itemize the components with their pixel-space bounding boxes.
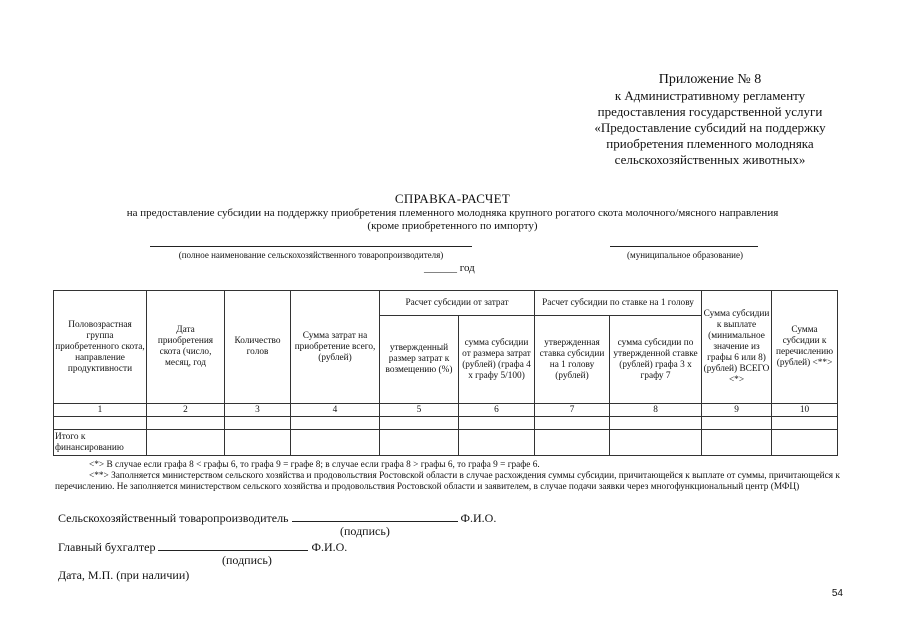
year-blank: ______ bbox=[424, 262, 457, 274]
header-group-rate: Расчет субсидии по ставке на 1 голову bbox=[535, 291, 702, 316]
column-number: 8 bbox=[610, 404, 702, 417]
producer-name-line bbox=[150, 246, 472, 247]
column-number: 2 bbox=[147, 404, 225, 417]
fio-label: Ф.И.О. bbox=[311, 540, 348, 554]
column-number: 5 bbox=[380, 404, 459, 417]
appendix-header bbox=[540, 72, 880, 168]
calculation-table bbox=[53, 290, 838, 456]
accountant-signature-line bbox=[58, 538, 347, 555]
producer-name-caption: (полное наименование сельскохозяйственного товаропроизводителя) bbox=[178, 250, 444, 260]
header-group-costs: Расчет субсидии от затрат bbox=[380, 291, 535, 316]
producer-label: Сельскохозяйственный товаропроизводитель bbox=[58, 511, 289, 525]
signature-blank bbox=[158, 538, 308, 551]
header-col-2: Дата приобретения скота (число, месяц, год bbox=[147, 291, 225, 404]
header-col-4: Сумма затрат на приобретение всего, (рублей) bbox=[291, 291, 380, 404]
document-subtitle-note: (кроме приобретенного по импорту) bbox=[367, 220, 538, 232]
column-number: 10 bbox=[772, 404, 838, 417]
document-subtitle: на предоставление субсидии на поддержку приобретения племенного молодняка крупного рогатого скота молочного/мясного направления bbox=[126, 207, 779, 219]
header-col-8: сумма субсидии по утвержденной ставке (рублей) графа 3 х графу 7 bbox=[610, 316, 702, 404]
appendix-line: «Предоставление субсидий на поддержку bbox=[594, 120, 826, 135]
column-number: 4 bbox=[291, 404, 380, 417]
header-col-7: утвержденная ставка субсидии на 1 голову (рублей) bbox=[535, 316, 610, 404]
column-number: 3 bbox=[225, 404, 291, 417]
appendix-line: предоставления государственной услуги bbox=[597, 104, 823, 119]
accountant-label: Главный бухгалтер bbox=[58, 540, 156, 554]
header-col-1: Половозрастная группа приобретенного скота, направление продуктивности bbox=[54, 291, 147, 404]
municipality-caption: (муниципальное образование) bbox=[627, 250, 743, 260]
appendix-line: приобретения племенного молодняка bbox=[606, 136, 814, 151]
footnote-1: <*> В случае если графа 8 < графы 6, то графа 9 = графе 8; в случае если графа 8 > графы 6, то графа 9 = графе 6. bbox=[89, 460, 540, 470]
column-number: 6 bbox=[459, 404, 535, 417]
signature-blank bbox=[292, 509, 458, 522]
header-col-3: Количество голов bbox=[225, 291, 291, 404]
appendix-line: к Административному регламенту bbox=[614, 88, 806, 103]
accountant-signature-caption: (подпись) bbox=[222, 553, 272, 567]
column-number: 1 bbox=[54, 404, 147, 417]
column-number: 9 bbox=[702, 404, 772, 417]
fio-label: Ф.И.О. bbox=[460, 511, 497, 525]
date-stamp-line: Дата, М.П. (при наличии) bbox=[58, 568, 190, 582]
appendix-line: Приложение № 8 bbox=[658, 72, 762, 87]
producer-signature-caption: (подпись) bbox=[340, 524, 390, 538]
total-row bbox=[54, 430, 838, 456]
footnote-2: <**> Заполняется министерством сельского хозяйства и продовольствия Ростовской области в случае расхождения суммы субсидии, причитающейся к выплате от суммы, причитающейся к перечислению. Не заполняется министерством сельского хозяйства и продовольствия Ростовской области и заявителем, в случае подачи заявки через многофункциональный центр (МФЦ) bbox=[55, 471, 840, 492]
table-row bbox=[54, 417, 838, 430]
page-number: 54 bbox=[831, 588, 843, 599]
column-number: 7 bbox=[535, 404, 610, 417]
municipality-line bbox=[610, 246, 758, 247]
total-label: Итого к финансированию bbox=[54, 430, 147, 456]
producer-signature-line bbox=[58, 509, 496, 526]
appendix-line: сельскохозяйственных животных» bbox=[614, 152, 806, 167]
year-label: год bbox=[459, 262, 475, 274]
header-col-10: Сумма субсидии к перечислению (рублей) <**> bbox=[772, 291, 838, 404]
year-field bbox=[424, 262, 475, 274]
document-title: СПРАВКА-РАСЧЕТ bbox=[394, 191, 511, 206]
column-numbers-row bbox=[54, 404, 838, 417]
header-col-9: Сумма субсидии к выплате (минимальное значение из графы 6 или 8) (рублей) ВСЕГО <*> bbox=[702, 291, 772, 404]
header-col-5: утвержденный размер затрат к возмещению (%) bbox=[380, 316, 459, 404]
header-col-6: сумма субсидии от размера затрат (рублей) (графа 4 х графу 5/100) bbox=[459, 316, 535, 404]
